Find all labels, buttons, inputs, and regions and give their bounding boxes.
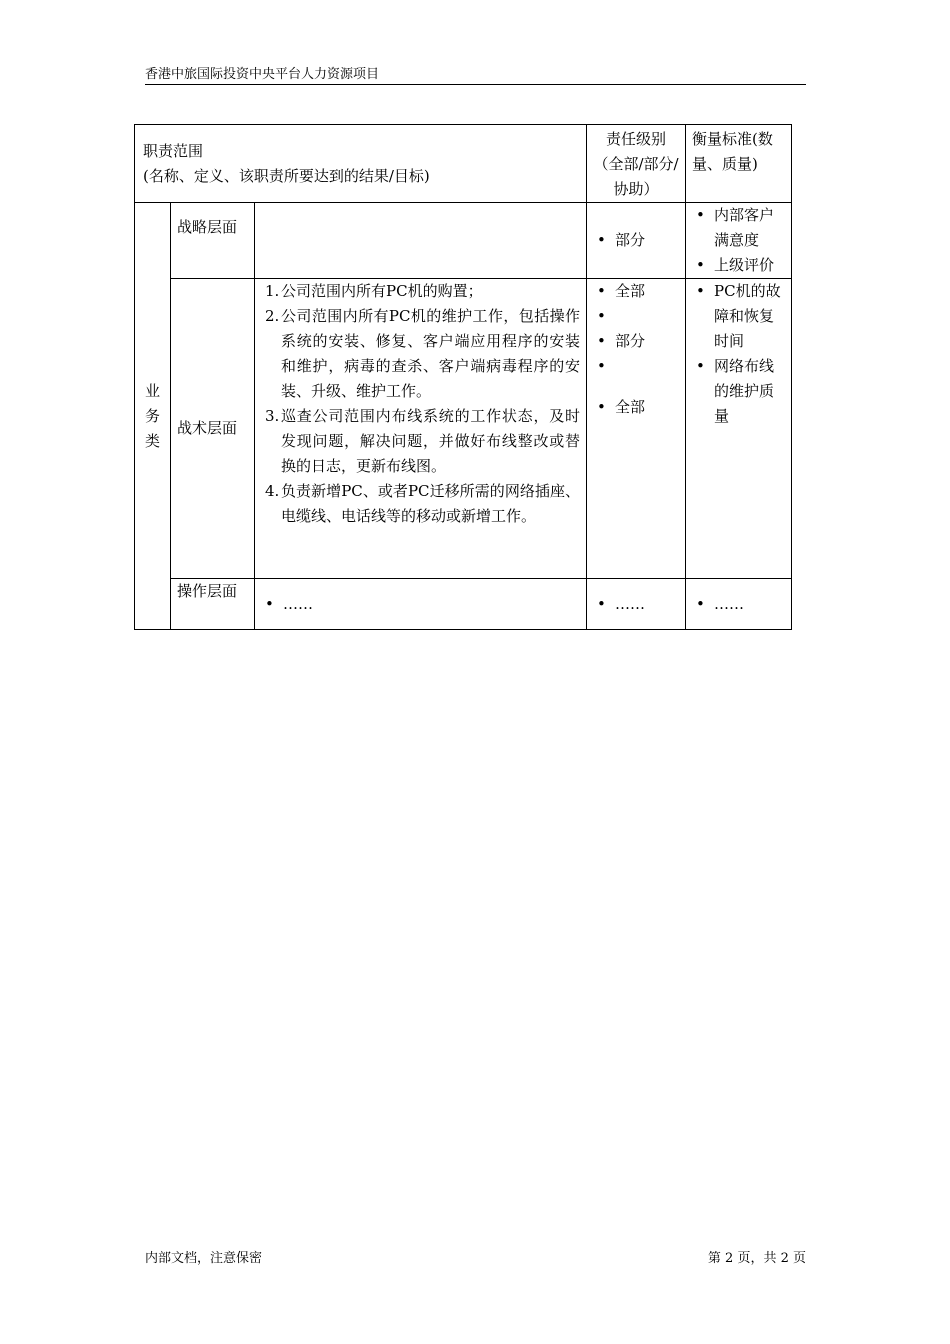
- level-item: • ……: [593, 592, 679, 617]
- scope-cell: [255, 203, 587, 279]
- spacer: [593, 304, 679, 329]
- layer-label: 操作层面: [177, 582, 238, 600]
- measure-header-cell: [686, 125, 792, 203]
- table-row: [135, 579, 792, 630]
- measure-header: 衡量标准(数量、质量): [692, 130, 773, 173]
- footer-page-number: 第 2 页，共 2 页: [707, 1251, 806, 1266]
- layer-cell: [171, 579, 255, 630]
- level-item: • 部分: [593, 329, 679, 354]
- level-header-cell: [587, 125, 686, 203]
- scope-item: 3. 巡查公司范围内布线系统的工作状态，及时发现问题，解决问题，并做好布线整改或替换的日志，更新布线图。: [265, 407, 581, 475]
- scope-item: 4. 负责新增PC、或者PC迁移所需的网络插座、电缆线、电话线等的移动或新增工作。: [265, 482, 581, 525]
- category-label: 业务类: [144, 381, 160, 450]
- scope-item: • ……: [261, 592, 580, 617]
- layer-label: 战略层面: [177, 218, 238, 236]
- measure-item: • 内部客户满意度: [692, 203, 785, 253]
- level-item: • 全部: [593, 395, 679, 420]
- responsibility-table: [134, 124, 792, 630]
- scope-item: 2. 公司范围内所有PC机的维护工作，包括操作系统的安装、修复、客户端应用程序的安装和维护，病毒的查杀、客户端病毒程序的安装、升级、维护工作。: [265, 307, 581, 400]
- table-row: [135, 203, 792, 279]
- scope-header-subtitle: (名称、定义、该职责所要达到的结果/目标): [143, 167, 430, 185]
- scope-header-title: 职责范围: [143, 142, 204, 160]
- layer-label: 战术层面: [177, 419, 238, 437]
- header-title: 香港中旅国际投资中央平台人力资源项目: [145, 67, 380, 82]
- measure-item: • ……: [692, 592, 785, 617]
- table-row: [135, 279, 792, 579]
- layer-cell: [171, 279, 255, 579]
- spacer: [593, 354, 679, 395]
- level-cell: [587, 279, 686, 579]
- level-item: • 全部: [593, 279, 679, 304]
- scope-header-cell: [135, 125, 587, 203]
- measure-item: • 网络布线的维护质量: [692, 354, 785, 429]
- level-cell: [587, 203, 686, 279]
- category-cell: [135, 203, 171, 630]
- level-header: 责任级别（全部/部分/协助）: [593, 130, 679, 198]
- measure-cell: [686, 279, 792, 579]
- scope-cell: [255, 579, 587, 630]
- level-cell: [587, 579, 686, 630]
- scope-item: 1. 公司范围内所有PC机的购置；: [265, 282, 483, 300]
- layer-cell: [171, 203, 255, 279]
- footer-confidential: 内部文档，注意保密: [145, 1251, 263, 1266]
- level-item: • 部分: [593, 228, 679, 253]
- table-header-row: [135, 125, 792, 203]
- measure-item: • PC机的故障和恢复时间: [692, 279, 785, 354]
- measure-item: • 上级评价: [692, 253, 785, 278]
- page-header: [145, 66, 806, 85]
- measure-cell: [686, 579, 792, 630]
- measure-cell: [686, 203, 792, 279]
- scope-cell: [255, 279, 587, 579]
